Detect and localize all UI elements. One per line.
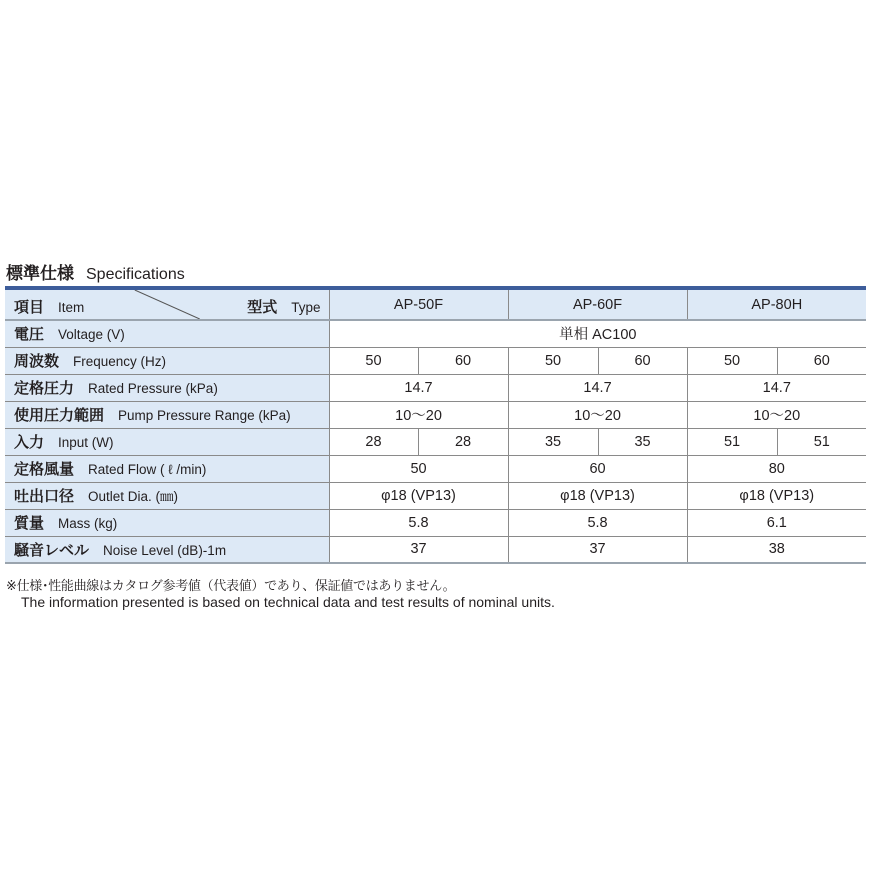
mass-value: 5.8 [329, 509, 508, 536]
rated-flow-value: 80 [687, 455, 866, 482]
table-row-outlet-dia [5, 482, 866, 509]
outlet-dia-value: φ18 (VP13) [329, 482, 508, 509]
rated-pressure-value: 14.7 [329, 374, 508, 401]
noise-value: 38 [687, 536, 866, 563]
model-header-ap-80h: AP-80H [687, 288, 866, 320]
section-title [6, 259, 185, 284]
frequency-value: 60 [777, 347, 866, 374]
row-label-rated-flow: 定格風量 Rated Flow ( ℓ /min) [5, 455, 329, 482]
table-row-rated-flow [5, 455, 866, 482]
table-header-row [5, 288, 866, 320]
section-title-jp: 標準仕様 [6, 264, 74, 284]
voltage-value: 単相 AC100 [329, 320, 866, 347]
table-row-noise [5, 536, 866, 563]
footnote-jp: ※仕様･性能曲線はカタログ参考値（代表値）であり、保証値ではありません。 [6, 579, 456, 594]
outlet-dia-value: φ18 (VP13) [687, 482, 866, 509]
frequency-value: 60 [598, 347, 687, 374]
row-label-noise: 騒音レベル Noise Level (dB)-1m [5, 536, 329, 563]
footnote-en: The information presented is based on technical data and test results of nominal units. [21, 594, 555, 610]
pressure-range-value: 10～20 [687, 401, 866, 428]
header-item-type-cell [5, 288, 329, 320]
frequency-value: 50 [687, 347, 777, 374]
table-row-pressure-range [5, 401, 866, 428]
input-value: 28 [329, 428, 418, 455]
row-label-pressure-range: 使用圧力範囲 Pump Pressure Range (kPa) [5, 401, 329, 428]
row-label-frequency: 周波数 Frequency (Hz) [5, 347, 329, 374]
outlet-dia-value: φ18 (VP13) [508, 482, 687, 509]
frequency-value: 60 [418, 347, 508, 374]
row-label-input: 入力 Input (W) [5, 428, 329, 455]
frequency-value: 50 [508, 347, 598, 374]
section-title-en: Specifications [86, 266, 185, 283]
row-label-rated-pressure: 定格圧力 Rated Pressure (kPa) [5, 374, 329, 401]
table-row-mass [5, 509, 866, 536]
header-type-label: 型式 Type [247, 298, 321, 316]
pressure-range-value: 10～20 [329, 401, 508, 428]
rated-flow-value: 50 [329, 455, 508, 482]
pressure-range-value: 10～20 [508, 401, 687, 428]
rated-flow-value: 60 [508, 455, 687, 482]
input-value: 35 [598, 428, 687, 455]
row-label-voltage: 電圧 Voltage (V) [5, 320, 329, 347]
table-row-input [5, 428, 866, 455]
input-value: 35 [508, 428, 598, 455]
mass-value: 6.1 [687, 509, 866, 536]
table-row-frequency [5, 347, 866, 374]
row-label-outlet-dia: 吐出口径 Outlet Dia. (㎜) [5, 482, 329, 509]
mass-value: 5.8 [508, 509, 687, 536]
rated-pressure-value: 14.7 [687, 374, 866, 401]
row-label-mass: 質量 Mass (kg) [5, 509, 329, 536]
frequency-value: 50 [329, 347, 418, 374]
input-value: 51 [687, 428, 777, 455]
noise-value: 37 [329, 536, 508, 563]
header-item-label: 項目 Item [14, 298, 85, 316]
noise-value: 37 [508, 536, 687, 563]
rated-pressure-value: 14.7 [508, 374, 687, 401]
table-row-rated-pressure [5, 374, 866, 401]
input-value: 28 [418, 428, 508, 455]
specifications-table [5, 286, 866, 564]
model-header-ap-60f: AP-60F [508, 288, 687, 320]
input-value: 51 [777, 428, 866, 455]
model-header-ap-50f: AP-50F [329, 288, 508, 320]
table-row-voltage [5, 320, 866, 347]
